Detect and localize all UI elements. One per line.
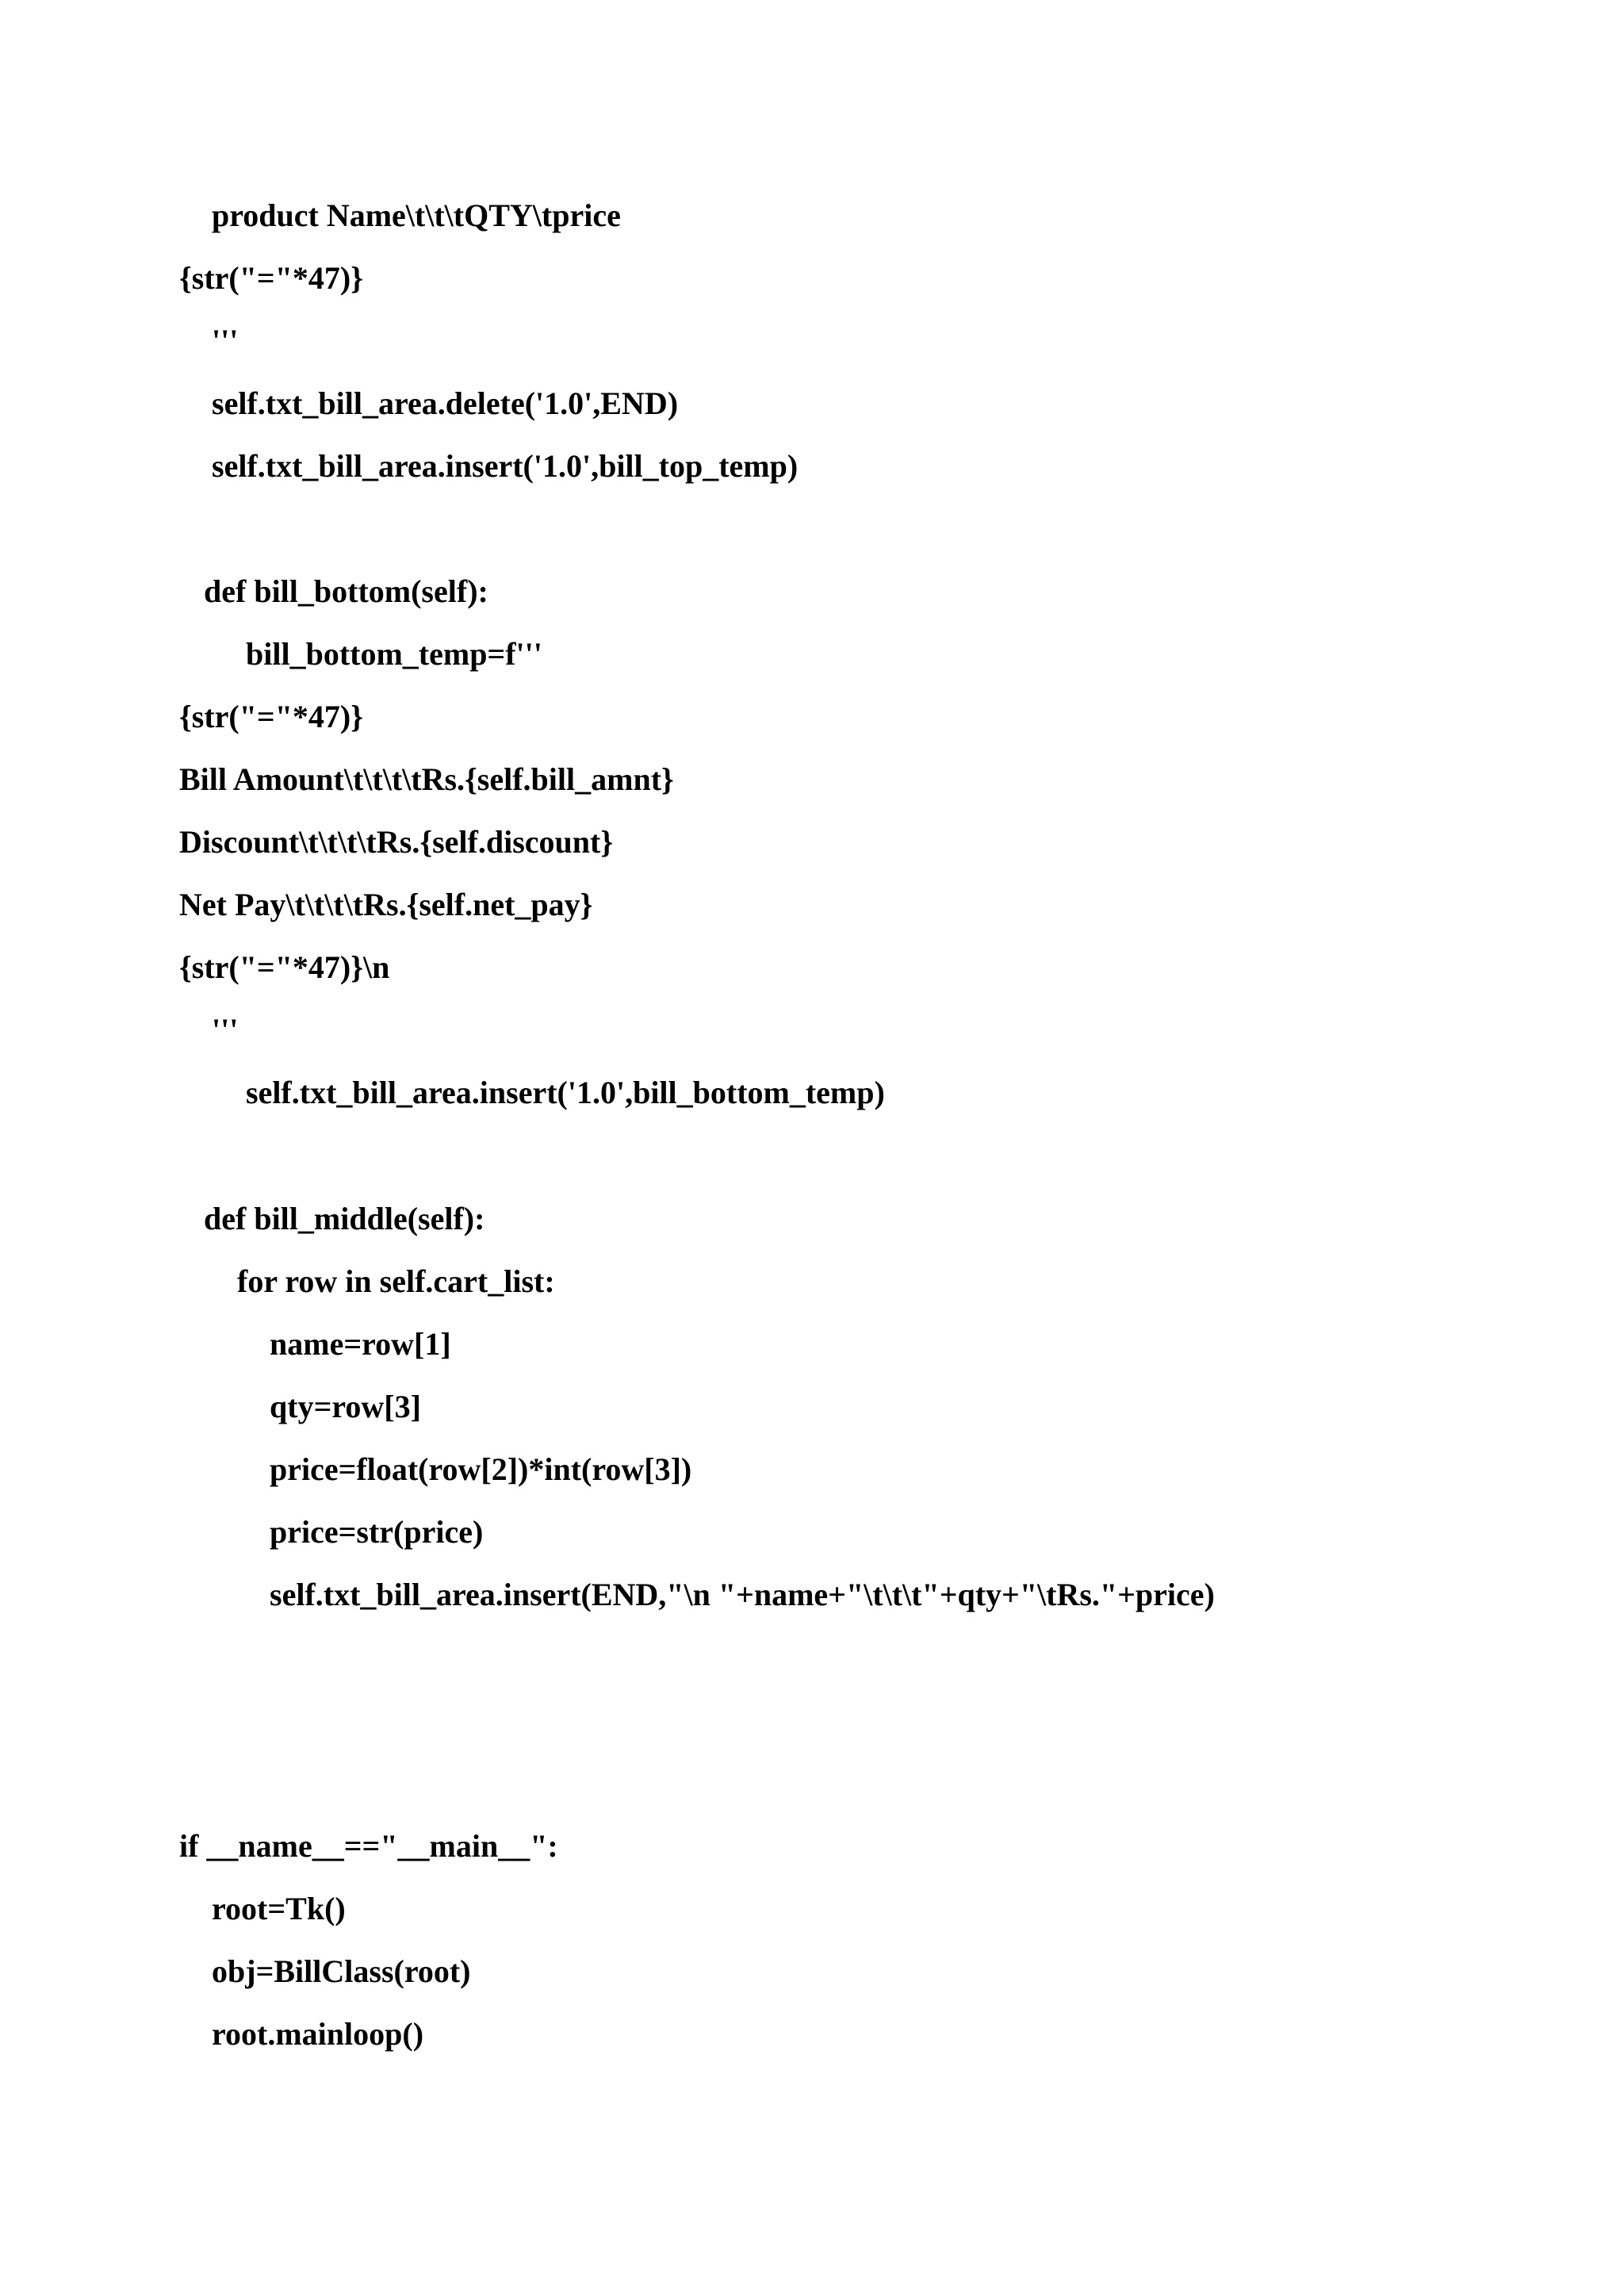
code-line: '''	[212, 323, 239, 358]
code-line: '''	[212, 1012, 239, 1048]
code-line: for row in self.cart_list:	[237, 1263, 555, 1299]
code-line: Discount\t\t\t\tRs.{self.discount}	[179, 824, 614, 860]
code-line: obj=BillClass(root)	[212, 1953, 471, 1989]
code-line: Net Pay\t\t\t\tRs.{self.net_pay}	[179, 887, 593, 922]
code-line: self.txt_bill_area.insert(END,"\n "+name+"\t\t\t"+qty+"\tRs."+price)	[270, 1577, 1215, 1612]
code-line: {str("="*47)}	[179, 699, 364, 734]
code-line: bill_bottom_temp=f'''	[246, 636, 542, 672]
code-line: price=float(row[2])*int(row[3])	[270, 1451, 692, 1487]
code-line: def bill_middle(self):	[204, 1201, 485, 1236]
code-line: {str("="*47)}	[179, 260, 364, 296]
code-line: def bill_bottom(self):	[204, 573, 488, 609]
code-line: price=str(price)	[270, 1514, 484, 1550]
code-line: Bill Amount\t\t\t\tRs.{self.bill_amnt}	[179, 761, 674, 797]
code-line: root=Tk()	[212, 1891, 346, 1926]
code-line: qty=row[3]	[270, 1389, 421, 1424]
code-line: {str("="*47)}\n	[179, 949, 390, 985]
code-line: root.mainloop()	[212, 2016, 424, 2052]
code-line: product Name\t\t\tQTY\tprice	[212, 197, 621, 233]
code-line: self.txt_bill_area.insert('1.0',bill_bottom_temp)	[246, 1075, 885, 1110]
code-line: name=row[1]	[270, 1326, 451, 1362]
code-line: self.txt_bill_area.delete('1.0',END)	[212, 385, 679, 421]
code-line: if __name__=="__main__":	[179, 1828, 558, 1864]
code-line: self.txt_bill_area.insert('1.0',bill_top_temp)	[212, 448, 799, 484]
